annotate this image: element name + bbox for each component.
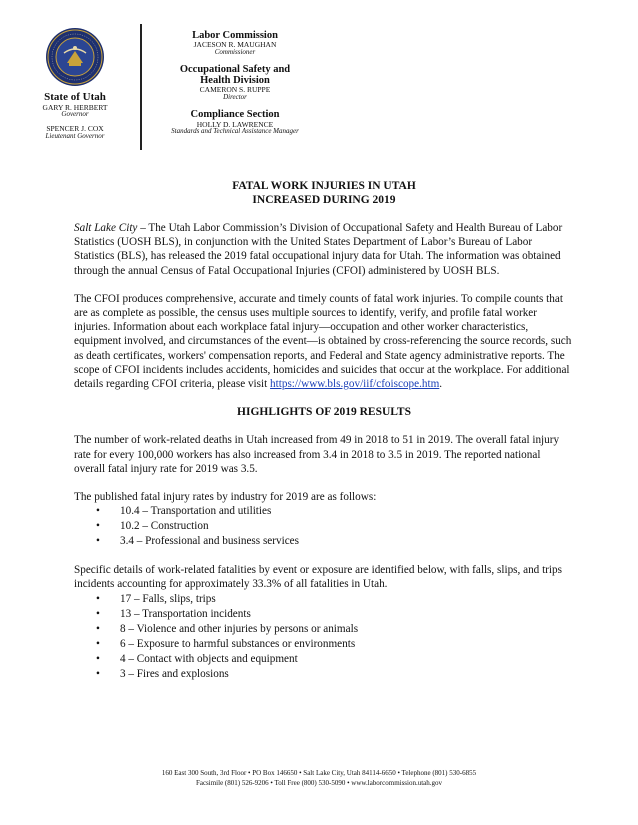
events-intro: Specific details of work-related fatalities by event or exposure are identified below, with falls, slips, and trips incidents accounting for approximately 33.3% of all fatalities in Utah. (74, 564, 562, 591)
bullet: • (96, 667, 100, 680)
bullet: • (96, 520, 100, 533)
agency-block (150, 30, 320, 136)
cfoi-scope-link[interactable]: https://www.bls.gov/iif/cfoiscope.htm (270, 378, 440, 391)
org-osh-line1: Occupational Safety and (179, 64, 291, 76)
list-item-text: 10.4 – Transportation and utilities (120, 505, 272, 518)
title-line-2: INCREASED DURING 2019 (252, 193, 396, 206)
bullet: • (96, 637, 100, 650)
list-item-text: 17 – Falls, slips, trips (120, 592, 216, 605)
org-compliance-title: Standards and Technical Assistance Manager (171, 127, 299, 136)
list-item (96, 667, 574, 682)
cfoi-paragraph (74, 292, 574, 391)
intro-text: – The Utah Labor Commission’s Division of Occupational Safety and Health Bureau of Labor Statistics (UOSH BLS), in conjunction with the United States Department of Labor’s Bureau of Labor Statistics (BLS), has released the 2019 fatal occupational injury data for Utah. The information was obtained through the annual Census of Fatal Occupational Injuries (CFOI) administered by UOSH BLS. (74, 222, 563, 277)
list-item (96, 637, 574, 652)
letterhead-divider (140, 24, 142, 150)
dateline-place: Salt Lake City (74, 222, 138, 234)
intro-paragraph (74, 221, 574, 278)
governor-title: Governor (61, 110, 89, 119)
cfoi-text: The CFOI produces comprehensive, accurate and timely counts of fatal work injuries. To compile counts that are as complete as possible, the census uses multiple sources to identify, verify, and profile fatal worker injuries. Information about each workplace fatal injury—occupation and other worker characteristics, equipment involved, and circumstances of the event—is obtained by cross-referencing the source records, such as death certificates, workers' compensation reports, and Federal and State agency administrative reports. The scope of CFOI incidents includes accidents, homicides and suicides that occur at the workplace. For additional details regarding CFOI criteria, please visit (74, 292, 572, 391)
state-name: State of Utah (44, 91, 106, 103)
bullet: • (96, 505, 100, 518)
title-line-1: FATAL WORK INJURIES IN UTAH (232, 180, 416, 192)
lt-governor-name: SPENCER J. COX (46, 123, 104, 133)
highlights-heading: HIGHLIGHTS OF 2019 RESULTS (237, 406, 411, 419)
list-item-text: 6 – Exposure to harmful substances or environments (120, 637, 356, 650)
list-item-text: 3 – Fires and explosions (120, 667, 229, 680)
bullet: • (96, 607, 100, 620)
list-item (96, 607, 574, 622)
list-item (96, 519, 574, 534)
document-title (74, 180, 574, 207)
list-item (96, 622, 574, 637)
org-osh-title: Director (223, 93, 247, 102)
list-item-text: 8 – Violence and other injuries by persons or animals (120, 622, 359, 635)
org-labor-commission: Labor Commission (192, 30, 278, 41)
org-osh-line2: Health Division (200, 75, 270, 87)
state-officials-block (10, 92, 140, 140)
list-item-text: 13 – Transportation incidents (120, 607, 251, 620)
list-item-text: 10.2 – Construction (120, 520, 209, 533)
bullet: • (96, 592, 100, 605)
list-item-text: 3.4 – Professional and business services (120, 535, 299, 548)
org-labor-commission-title: Commissioner (214, 47, 256, 56)
bullet: • (96, 622, 100, 635)
org-compliance: Compliance Section (190, 109, 280, 121)
deaths-paragraph: The number of work-related deaths in Utah increased from 49 in 2018 to 51 in 2019. The overall fatal injury rate for every 100,000 workers has also increased from 3.4 in 2018 to 3.5 in 2019. The reported national overall fatal injury rate for 2019 was 3.5. (74, 434, 560, 475)
list-item (96, 592, 574, 607)
letter-footer (0, 768, 638, 788)
state-seal-icon (45, 27, 105, 87)
org-osh-person: CAMERON S. RUPPE (199, 85, 271, 95)
list-item-text: 4 – Contact with objects and equipment (120, 652, 298, 665)
bullet: • (96, 652, 100, 665)
events-list (74, 592, 574, 682)
cfoi-end: . (439, 378, 443, 391)
list-item (96, 652, 574, 667)
document-body (74, 180, 574, 682)
footer-address: 160 East 300 South, 3rd Floor • PO Box 146650 • Salt Lake City, Utah 84114-6650 • Telephone (801) 530-6855 (161, 769, 477, 777)
org-compliance-person: HOLLY D. LAWRENCE (196, 119, 274, 129)
list-item (96, 504, 574, 519)
org-labor-commission-person: JACESON R. MAUGHAN (193, 40, 277, 50)
footer-contact: Facsimile (801) 526-9206 • Toll Free (800) 530-5090 • www.laborcommission.utah.gov (195, 779, 443, 787)
industry-rates-intro: The published fatal injury rates by industry for 2019 are as follows: (74, 491, 377, 504)
industry-rates-list (74, 504, 574, 549)
lt-governor-title: Lieutenant Governor (45, 131, 105, 140)
bullet: • (96, 535, 100, 548)
governor-name: GARY R. HERBERT (42, 102, 108, 112)
list-item (96, 534, 574, 549)
